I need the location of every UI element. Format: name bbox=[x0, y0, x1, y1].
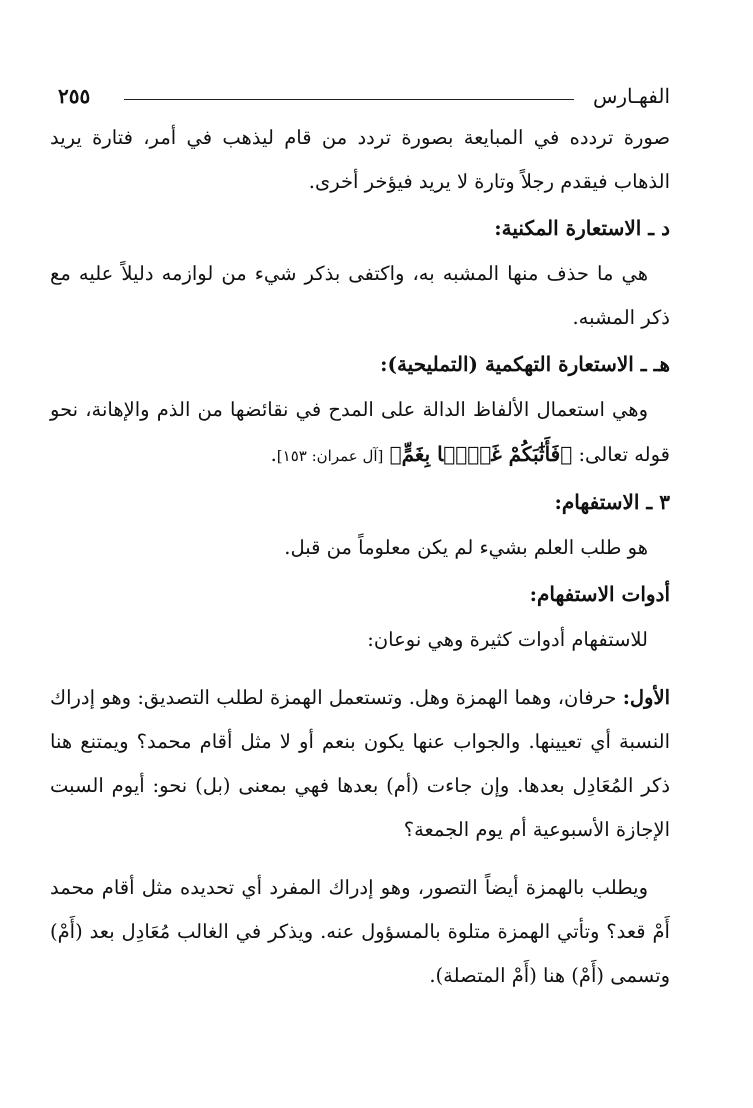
text-line: . bbox=[270, 443, 277, 466]
text-line: حرفان، وهما الهمزة وهل. وتستعمل الهمزة لطلب التصديق: وهو إدراك bbox=[50, 686, 617, 709]
header-rule bbox=[124, 99, 574, 100]
verse-reference: [آل عمران: ١٥٣] bbox=[276, 447, 384, 465]
paragraph-tasawwur bbox=[50, 866, 670, 998]
paragraph-definition-makniyya bbox=[50, 252, 670, 340]
text-line: المُعَادِل بعدها. وإن جاءت (أم) بعدها فهي بمعنى (بل) نحو: أيوم السبت الإجازة bbox=[50, 774, 670, 841]
paragraph-tools-intro: للاستفهام أدوات كثيرة وهي نوعان: bbox=[367, 628, 648, 651]
running-title: الفهـارس bbox=[592, 84, 670, 108]
paragraph-first-type bbox=[50, 676, 670, 852]
section-heading-tools: أدوات الاستفهام: bbox=[529, 582, 670, 606]
section-heading-h: هـ ـ الاستعارة التهكمية (التمليحية): bbox=[380, 352, 670, 376]
paragraph-spacer bbox=[50, 662, 670, 676]
book-page bbox=[50, 82, 670, 998]
text-line: هي ما حذف منها المشبه به، واكتفى بذكر شيء من لوازمه دليلاً عليه مع ذكر bbox=[50, 262, 670, 329]
text-line: صورة تردده في المبايعة بصورة تردد من قام ليذهب في أمر، فتارة يريد الذهاب فيقدم bbox=[50, 126, 670, 193]
text-line: (أَمْ) هنا (أَمْ المتصلة). bbox=[429, 964, 605, 987]
page-header bbox=[50, 82, 670, 116]
text-line: الأسبوعية أم يوم الجمعة؟ bbox=[403, 818, 610, 841]
text-line: ويطلب بالهمزة أيضاً التصور، وهو إدراك المفرد أي تحديده مثل أقام محمد أَمْ bbox=[50, 876, 670, 943]
paragraph-continuation bbox=[50, 116, 670, 204]
section-heading-3: ٣ ـ الاستفهام: bbox=[554, 490, 670, 514]
text-line: وهي استعمال الألفاظ الدالة على المدح في نقائضها من الذم والإهانة، نحو قوله bbox=[50, 398, 670, 466]
paragraph-lead-word: الأول: bbox=[622, 686, 671, 709]
page-number: ٢٥٥ bbox=[58, 84, 91, 108]
text-line: قعد؟ وتأتي الهمزة متلوة بالمسؤول عنه. ويذكر في الغالب مُعَادِل بعد (أَمْ) وتسمى bbox=[50, 920, 670, 987]
text-line: المشبه. bbox=[572, 306, 636, 329]
quran-verse: ﴿فَأَثَٰبَكُمْ غَمًّۢا بِغَمٍّ﴾ bbox=[389, 442, 573, 466]
paragraph-definition-tahakkumiyya bbox=[50, 388, 670, 478]
text-line: تعالى: bbox=[578, 443, 628, 466]
paragraph-definition-istifham: هو طلب العلم بشيء لم يكن معلوماً من قبل. bbox=[284, 536, 648, 559]
section-heading-d: د ـ الاستعارة المكنية: bbox=[494, 216, 670, 240]
paragraph-spacer bbox=[50, 852, 670, 866]
text-line: النسبة أي تعيينها. والجواب عنها يكون بنعم أو لا مثل أقام محمد؟ ويمتنع هنا ذكر bbox=[50, 730, 671, 797]
text-line: رجلاً وتارة لا يريد فيؤخر أخرى. bbox=[308, 170, 555, 193]
